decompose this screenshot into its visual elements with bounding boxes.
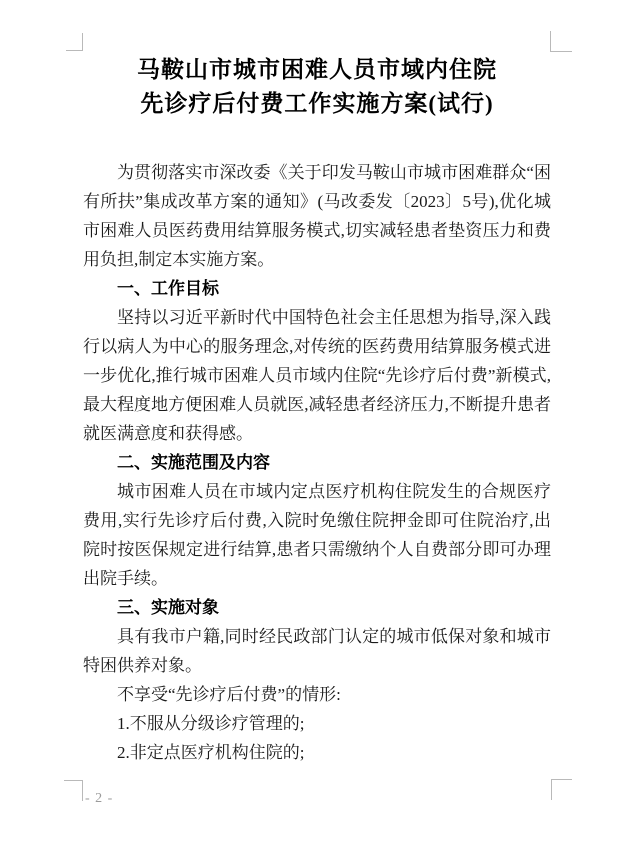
body-paragraph: 不享受“先诊疗后付费”的情形: — [117, 685, 341, 704]
document-body — [83, 158, 551, 767]
body-list-item: 1.不服从分级诊疗管理的; — [117, 714, 305, 733]
section-heading: 二、实施范围及内容 — [117, 453, 270, 472]
body-paragraph: 城市困难人员在市域内定点医疗机构住院发生的合规医疗费用,实行先诊疗后付费,入院时免缴住院押金即可住院治疗,出院时按医保规定进行结算,患者只需缴纳个人自费部分即可办理出院手续。 — [83, 482, 551, 588]
body-paragraph: 坚持以习近平新时代中国特色社会主任思想为指导,深入践行以病人为中心的服务理念,对传统的医药费用结算服务模式进一步优化,推行城市困难人员市域内住院“先诊疗后付费”新模式,最大程度地方便困难人员就医,减轻患者经济压力,不断提升患者就医满意度和获得感。 — [83, 308, 551, 443]
document-title-line1: 马鞍山市城市困难人员市域内住院 — [137, 57, 497, 82]
margin-crop-mark-bottom-right — [551, 779, 572, 800]
section-heading: 三、实施对象 — [117, 598, 219, 617]
margin-crop-mark-top-left — [66, 33, 83, 51]
document-content — [83, 53, 551, 767]
margin-crop-mark-top-right — [550, 31, 572, 52]
body-list-item: 2.非定点医疗机构住院的; — [117, 743, 305, 762]
document-title — [83, 53, 551, 121]
section-heading: 一、工作目标 — [117, 279, 219, 298]
body-paragraph: 为贯彻落实市深改委《关于印发马鞍山市城市困难群众“困有所扶”集成改革方案的通知》(马改委发〔2023〕5号),优化城市困难人员医药费用结算服务模式,切实减轻患者垫资压力和费用负担,制定本实施方案。 — [83, 163, 551, 269]
body-paragraph: 具有我市户籍,同时经民政部门认定的城市低保对象和城市特困供养对象。 — [83, 627, 551, 675]
page-number: - 2 - — [85, 791, 114, 806]
margin-crop-mark-bottom-left — [64, 780, 83, 801]
document-title-line2: 先诊疗后付费工作实施方案(试行) — [140, 91, 494, 116]
